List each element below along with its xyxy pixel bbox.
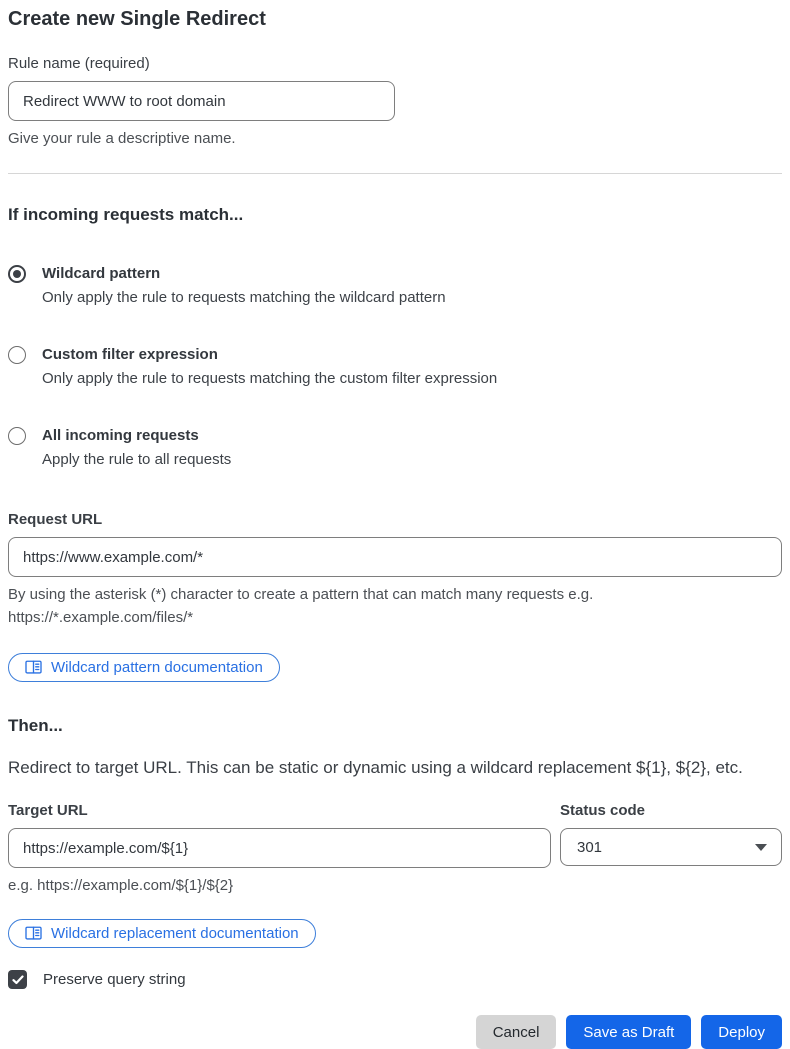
page-title: Create new Single Redirect bbox=[8, 8, 266, 30]
open-book-icon bbox=[25, 660, 42, 675]
target-url-input[interactable] bbox=[8, 828, 551, 868]
rule-name-help: Give your rule a descriptive name. bbox=[8, 130, 236, 147]
radio-option-label: Custom filter expression bbox=[42, 346, 218, 363]
cancel-button[interactable]: Cancel bbox=[476, 1015, 557, 1049]
checkmark-icon bbox=[12, 975, 24, 985]
rule-name-label: Rule name (required) bbox=[8, 55, 150, 72]
target-url-help: e.g. https://example.com/${1}/${2} bbox=[8, 877, 234, 894]
preserve-query-string-row[interactable] bbox=[8, 970, 782, 989]
request-url-label: Request URL bbox=[8, 511, 103, 528]
status-code-column bbox=[560, 780, 782, 897]
target-url-label: Target URL bbox=[8, 802, 88, 819]
radio-button-icon[interactable] bbox=[8, 427, 26, 445]
section-divider bbox=[8, 173, 782, 174]
request-url-help bbox=[8, 583, 782, 629]
radio-option-description: Apply the rule to all requests bbox=[42, 451, 232, 468]
radio-option-label: All incoming requests bbox=[42, 427, 199, 444]
request-url-help-line1: By using the asterisk (*) character to create a pattern that can match many requests e.g. bbox=[8, 586, 594, 603]
target-status-row bbox=[8, 780, 782, 897]
status-code-value: 301 bbox=[577, 838, 603, 856]
target-url-column bbox=[8, 780, 551, 897]
radio-button-icon[interactable] bbox=[8, 265, 26, 283]
request-url-input[interactable] bbox=[8, 537, 782, 577]
radio-option-label: Wildcard pattern bbox=[42, 265, 161, 282]
then-section-heading: Then... bbox=[8, 716, 63, 735]
status-code-select[interactable] bbox=[560, 828, 782, 866]
radio-option-custom-filter-expression[interactable] bbox=[8, 345, 782, 389]
radio-option-all-incoming-requests[interactable] bbox=[8, 426, 782, 470]
radio-option-description: Only apply the rule to requests matching the wildcard pattern bbox=[42, 289, 446, 306]
wildcard-pattern-docs-button[interactable] bbox=[8, 653, 280, 682]
open-book-icon bbox=[25, 926, 42, 941]
caret-down-icon bbox=[755, 844, 767, 851]
match-type-radio-group bbox=[8, 264, 782, 470]
footer-actions bbox=[8, 1015, 782, 1049]
deploy-button[interactable]: Deploy bbox=[701, 1015, 782, 1049]
doc-button-label: Wildcard replacement documentation bbox=[51, 925, 299, 942]
checkbox-checked-icon[interactable] bbox=[8, 970, 27, 989]
save-as-draft-button[interactable]: Save as Draft bbox=[566, 1015, 691, 1049]
preserve-query-string-label: Preserve query string bbox=[43, 971, 186, 988]
status-code-label: Status code bbox=[560, 802, 646, 819]
then-section-description: Redirect to target URL. This can be static or dynamic using a wildcard replacement ${1}, ${2}, etc. bbox=[8, 758, 743, 777]
doc-button-label: Wildcard pattern documentation bbox=[51, 659, 263, 676]
request-url-help-line2: https://*.example.com/files/* bbox=[8, 609, 194, 626]
wildcard-replacement-docs-button[interactable] bbox=[8, 919, 316, 948]
radio-button-icon[interactable] bbox=[8, 346, 26, 364]
radio-option-description: Only apply the rule to requests matching the custom filter expression bbox=[42, 370, 498, 387]
radio-option-wildcard-pattern[interactable] bbox=[8, 264, 782, 308]
match-section-heading: If incoming requests match... bbox=[8, 205, 244, 224]
rule-name-input[interactable] bbox=[8, 81, 395, 121]
